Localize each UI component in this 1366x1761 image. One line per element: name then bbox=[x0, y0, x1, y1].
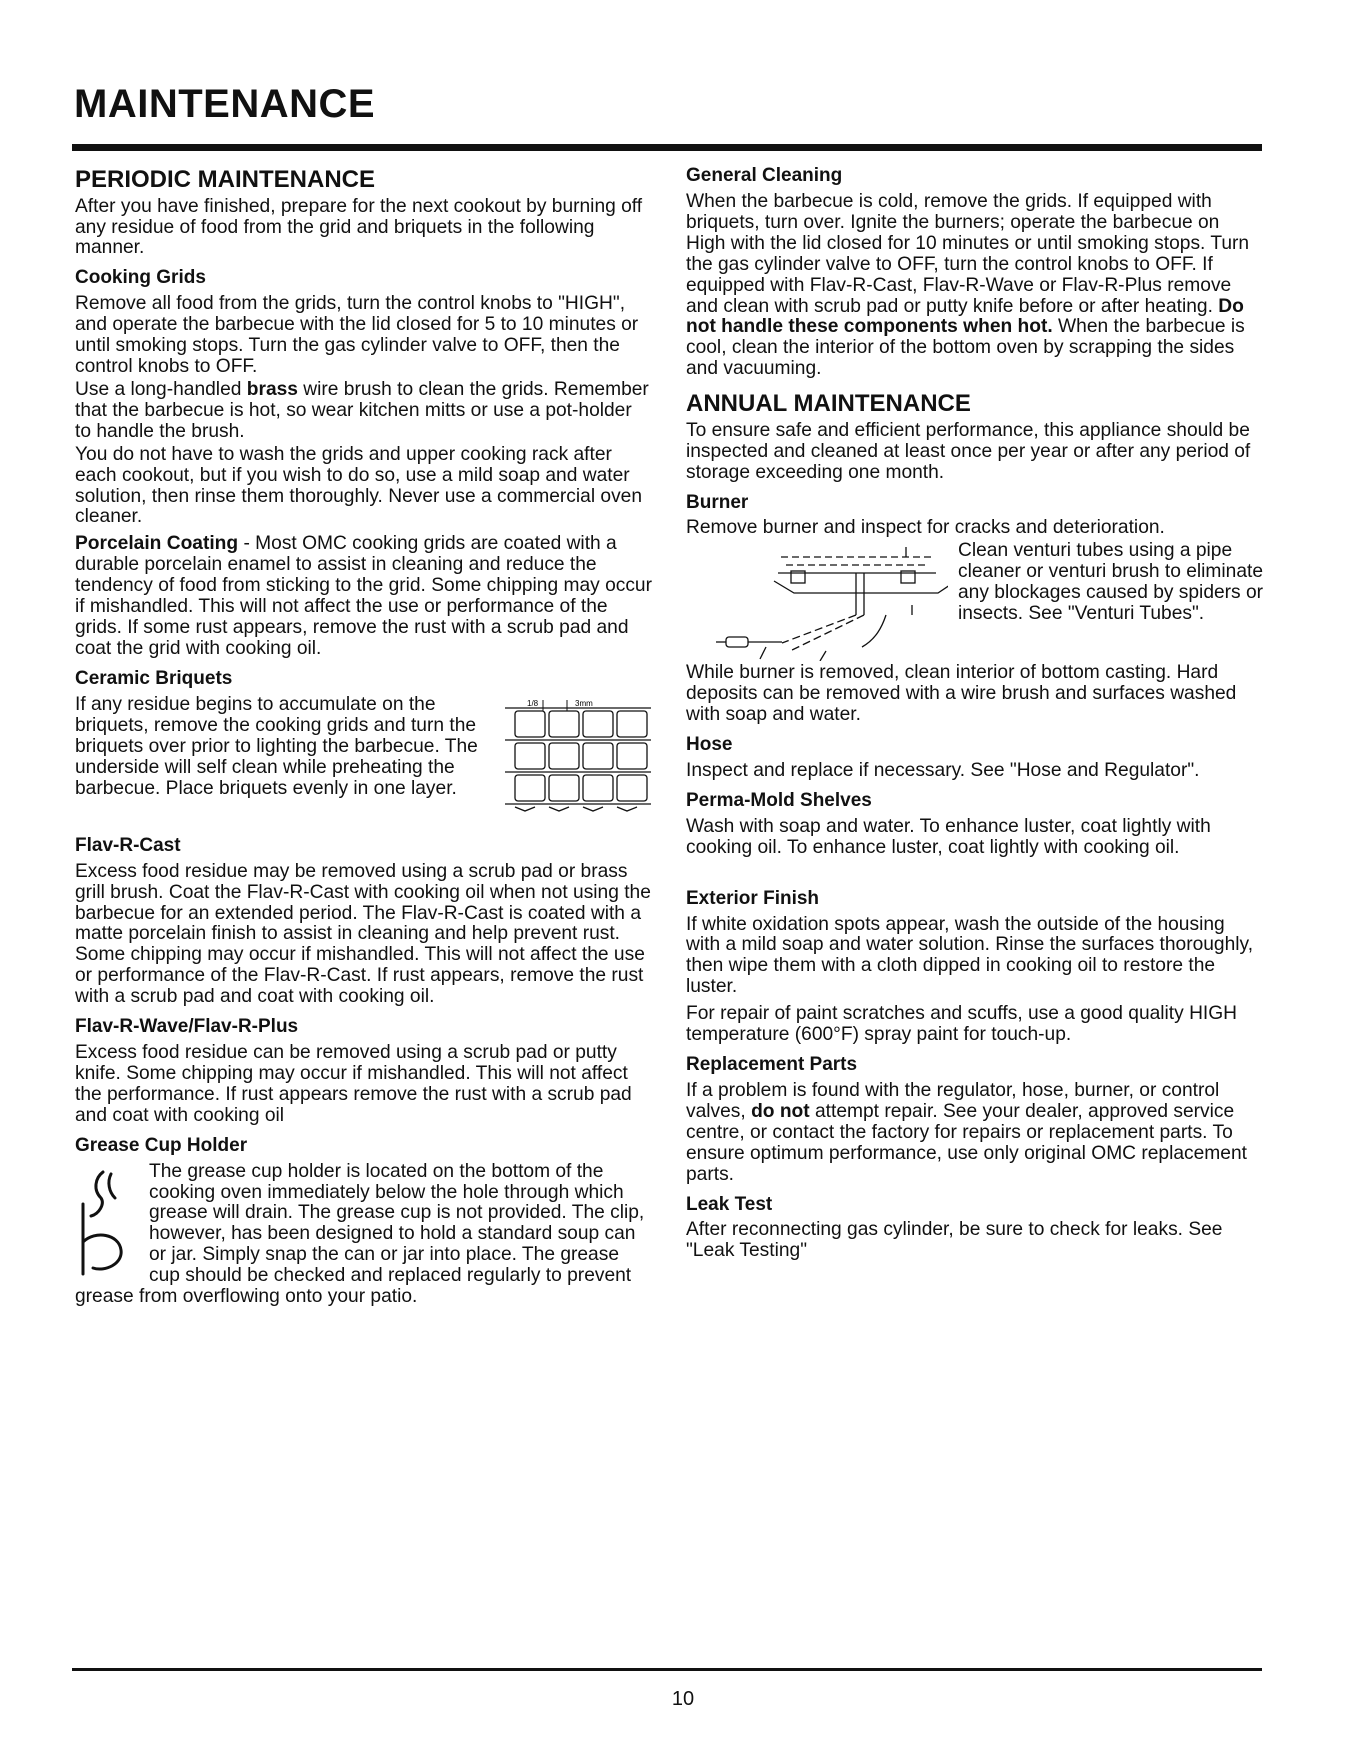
left-column bbox=[75, 166, 653, 1310]
cooking-grids-heading: Cooking Grids bbox=[75, 267, 206, 289]
text-run: wire brush to clean the grids. Remember that the barbecue is hot, so wear kitchen mitts or use a pot-holder to handle the brush. bbox=[75, 378, 649, 442]
text-run: When the barbecue is cool, clean the interior of the bottom oven by scrapping the sides and vacuuming. bbox=[686, 316, 1245, 380]
text-run: Use a long-handled bbox=[75, 378, 247, 400]
porcelain-coating-paragraph bbox=[75, 534, 653, 660]
replacement-parts-heading: Replacement Parts bbox=[686, 1054, 858, 1076]
exterior-finish-p1: If white oxidation spots appear, wash the outside of the housing with a mild soap and water solution. Rinse the surfaces thoroughly, then wipe them with a cloth dipped in cooking oil to restore the luster. bbox=[686, 913, 1254, 998]
grease-cup-figure bbox=[75, 1164, 137, 1276]
annual-maintenance-heading: ANNUAL MAINTENANCE bbox=[686, 390, 971, 418]
burner-p2: While burner is removed, clean interior of bottom casting. Hard deposits can be removed with a wire brush and surfaces washed with soap and water. bbox=[686, 662, 1237, 726]
grease-cup-text: The grease cup holder is located on the bottom of the cooking oven immediately below the hole through which grease will drain. The grease cup is not provided. The clip, however, has been designed to hold a standard soup can or jar. Simply snap the can or jar into place. The grease cup should be checked and replaced regularly to prevent grease from overflowing onto your patio. bbox=[75, 1160, 645, 1308]
briquets-grid-icon bbox=[503, 697, 653, 825]
burner-heading: Burner bbox=[686, 491, 749, 513]
bold-do-not: do not bbox=[751, 1100, 810, 1122]
bottom-rule bbox=[72, 1668, 1262, 1671]
briquet-label-b: 3mm bbox=[575, 698, 593, 708]
general-cleaning-text bbox=[686, 192, 1264, 380]
flav-r-wave-heading: Flav-R-Wave/Flav-R-Plus bbox=[75, 1016, 299, 1038]
page-number: 10 bbox=[671, 1688, 695, 1710]
warning-bold: Do not handle these components when hot. bbox=[686, 295, 1244, 338]
exterior-finish-heading: Exterior Finish bbox=[686, 887, 820, 909]
cooking-grids-p1: Remove all food from the grids, turn the control knobs to "HIGH", and operate the barbecue with the lid closed for 5 to 10 minutes or until smoking stops. Turn the gas cylinder valve to OFF, then the control knobs to OFF. bbox=[75, 293, 639, 378]
flav-r-cast-text: Excess food residue may be removed using a scrub pad or brass grill brush. Coat the Flav-R-Cast with cooking oil when not using the barbecue for an extended period. The Flav-R-Cast is coated with a matte porcelain finish to assist in cleaning and help prevent rust. Some chipping may occur if mishandled. This will not affect the use or performance of the Flav-R-Cast. If rust appears, remove the rust with a scrub pad and coat with cooking oil. bbox=[75, 860, 651, 1008]
annual-maintenance-text: To ensure safe and efficient performance, this appliance should be inspected and cleaned at least once per year or after any period of storage exceeding one month. bbox=[686, 419, 1251, 483]
porcelain-coating-label: Porcelain Coating bbox=[75, 533, 239, 555]
text-run: When the barbecue is cold, remove the grids. If equipped with briquets, turn over. Ignite the burners; operate the barbecue on High with the lid closed for 10 minutes or until smoking stops. Turn the gas cylinder valve to OFF, turn the control knobs to OFF. If equipped with Flav-R-Cast, Flav-R-Wave or Flav-R-Plus remove and clean with scrub pad or putty knife before or after heating. bbox=[686, 190, 1250, 317]
briquet-label-a: 1/8 bbox=[527, 698, 539, 708]
top-rule bbox=[72, 144, 1262, 151]
ceramic-briquets-text: If any residue begins to accumulate on the briquets, remove the cooking grids and turn the briquets over prior to lighting the barbecue. The underside will self clean while preheating the barbecue. Place briquets evenly in one layer. bbox=[75, 693, 478, 799]
leak-test-heading: Leak Test bbox=[686, 1193, 773, 1215]
flav-r-wave-text: Excess food residue can be removed using a scrub pad or putty knife. Some chipping may occur if mishandled. This will not affect the performance. If rust appears remove the rust with a scrub pad and coat with cooking oil bbox=[75, 1042, 632, 1126]
cooking-grids-p2 bbox=[75, 380, 653, 443]
periodic-intro: After you have finished, prepare for the next cookout by burning off any residue of food from the grid and briquets in the following manner. bbox=[75, 195, 643, 259]
ceramic-briquets-heading: Ceramic Briquets bbox=[75, 667, 233, 689]
text-run: - Most OMC cooking grids are coated with a durable porcelain enamel to assist in cleaning and reduce the tendency of food from sticking to the grid. Some chipping may occur if mishandled. This will not affect the use or performance of the grids. If some rust appears, remove the rust with a scrub pad and coat the grid with cooking oil. bbox=[75, 533, 652, 659]
exterior-finish-p2: For repair of paint scratches and scuffs, use a good quality HIGH temperature (600°F) spray paint for touch-up. bbox=[686, 1003, 1238, 1046]
perma-mold-heading: Perma-Mold Shelves bbox=[686, 789, 872, 811]
burner-figure bbox=[686, 543, 948, 661]
page-title: MAINTENANCE bbox=[74, 82, 376, 126]
burner-venturi-icon bbox=[686, 543, 948, 661]
leak-test-text: After reconnecting gas cylinder, be sure to check for leaks. See "Leak Testing" bbox=[686, 1219, 1223, 1262]
hose-text: Inspect and replace if necessary. See "Hose and Regulator". bbox=[686, 760, 1200, 782]
flav-r-cast-heading: Flav-R-Cast bbox=[75, 834, 181, 856]
grease-cup-clip-icon bbox=[75, 1164, 137, 1276]
grease-cup-heading: Grease Cup Holder bbox=[75, 1134, 248, 1156]
replacement-parts-text bbox=[686, 1081, 1264, 1186]
text-run: If a problem is found with the regulator, hose, burner, or control valves, bbox=[686, 1079, 1220, 1122]
perma-mold-text: Wash with soap and water. To enhance luster, coat lightly with cooking oil. To enhance luster, coat lightly with cooking oil. bbox=[686, 815, 1211, 858]
bold-brass: brass bbox=[246, 378, 298, 400]
text-run: attempt repair. See your dealer, approved service centre, or contact the factory for repairs or replacement parts. To ensure optimum performance, use only original OMC replacement parts. bbox=[686, 1100, 1247, 1185]
general-cleaning-heading: General Cleaning bbox=[686, 165, 843, 186]
right-column bbox=[686, 166, 1264, 1264]
periodic-maintenance-heading: PERIODIC MAINTENANCE bbox=[75, 166, 376, 193]
burner-p1: Remove burner and inspect for cracks and deterioration. bbox=[686, 517, 1165, 539]
briquets-figure bbox=[503, 697, 653, 825]
cooking-grids-p3: You do not have to wash the grids and upper cooking rack after each cookout, but if you wish to do so, use a mild soap and water solution, then rinse them thoroughly. Never use a commercial oven cleaner. bbox=[75, 443, 643, 528]
hose-heading: Hose bbox=[686, 734, 733, 756]
burner-figure-text: Clean venturi tubes using a pipe cleaner or venturi brush to eliminate any blockages caused by spiders or insects. See "Venturi Tubes". bbox=[958, 540, 1264, 625]
